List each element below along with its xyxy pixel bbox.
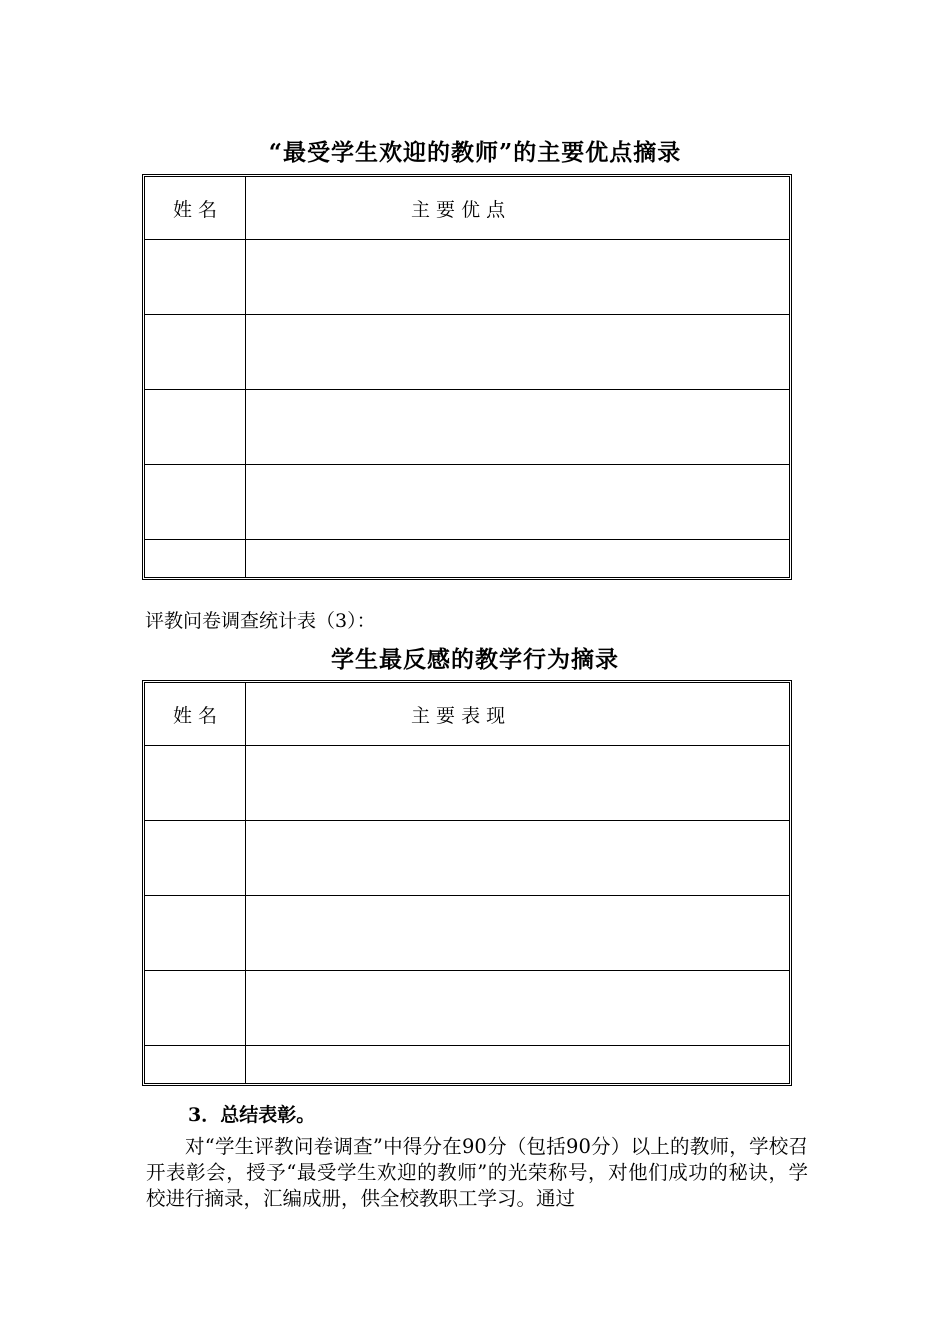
table-row <box>145 821 789 896</box>
table-row <box>145 315 789 390</box>
table-row <box>145 896 789 971</box>
header-name: 姓 名 <box>145 683 246 746</box>
header-name: 姓 名 <box>145 177 246 240</box>
section3-paragraph: 对“学生评教问卷调查”中得分在90分（包括90分）以上的教师，学校召开表彰会，授予“最受学生欢迎的教师”的光荣称号，对他们成功的秘诀，学校进行摘录，汇编成册，供全校教职工学习。通过 <box>146 1135 808 1210</box>
advantages-table <box>142 174 792 580</box>
name-cell[interactable] <box>145 465 246 540</box>
content-cell[interactable] <box>246 746 790 821</box>
table-row <box>145 465 789 540</box>
name-cell[interactable] <box>145 240 246 315</box>
table2-title: 学生最反感的教学行为摘录 <box>331 646 619 673</box>
content-cell[interactable] <box>246 896 790 971</box>
name-cell[interactable] <box>145 315 246 390</box>
content-cell[interactable] <box>246 390 790 465</box>
table2-label: 评教问卷调查统计表（3）： <box>145 610 376 632</box>
name-cell[interactable] <box>145 390 246 465</box>
content-cell[interactable] <box>246 821 790 896</box>
name-cell[interactable] <box>145 896 246 971</box>
behaviors-table <box>142 680 792 1086</box>
table-row <box>145 1046 789 1084</box>
name-cell[interactable] <box>145 540 246 578</box>
header-behaviors: 主 要 表 现 <box>246 683 790 746</box>
content-cell[interactable] <box>246 240 790 315</box>
name-cell[interactable] <box>145 746 246 821</box>
table-row <box>145 540 789 578</box>
content-cell[interactable] <box>246 315 790 390</box>
header-advantages: 主 要 优 点 <box>246 177 790 240</box>
table-header-row <box>145 177 789 240</box>
table-row <box>145 240 789 315</box>
name-cell[interactable] <box>145 971 246 1046</box>
name-cell[interactable] <box>145 1046 246 1084</box>
table-row <box>145 746 789 821</box>
content-cell[interactable] <box>246 540 790 578</box>
content-cell[interactable] <box>246 465 790 540</box>
table-row <box>145 971 789 1046</box>
table1-title: “最受学生欢迎的教师”的主要优点摘录 <box>268 139 682 166</box>
table-header-row <box>145 683 789 746</box>
table-row <box>145 390 789 465</box>
content-cell[interactable] <box>246 1046 790 1084</box>
content-cell[interactable] <box>246 971 790 1046</box>
name-cell[interactable] <box>145 821 246 896</box>
section3-heading: 3．总结表彰。 <box>188 1104 316 1126</box>
